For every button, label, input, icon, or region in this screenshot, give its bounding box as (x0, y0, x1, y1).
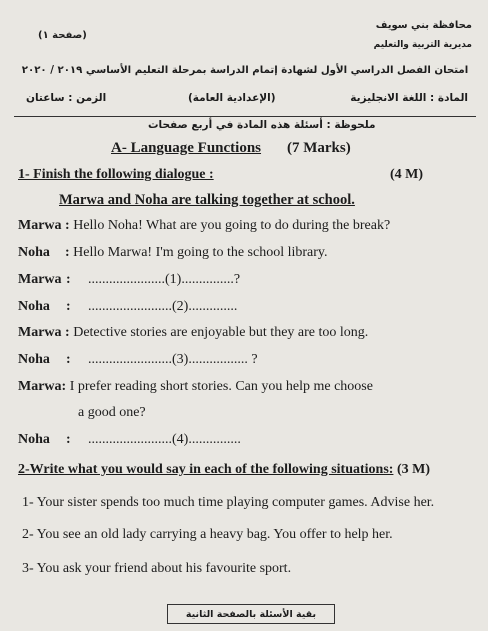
question2-label: 2-Write what you would say in each of the following situations: (18, 462, 394, 477)
dialogue-line-continuation (78, 405, 146, 421)
stage-label: (الإعدادية العامة) (188, 92, 276, 104)
situation-item: 1- Your sister spends too much time playing computer games. Advise her. (22, 495, 435, 510)
exam-title: امتحان الفصل الدراسي الأول لشهادة إتمام الدراسة بمرحلة التعليم الأساسي ٢٠١٩ / ٢٠٢٠ (21, 65, 469, 76)
speaker-separator: : (66, 432, 71, 447)
dialogue-line (18, 299, 237, 315)
dialogue-line (18, 352, 258, 368)
dialogue-text: a good one? (78, 405, 146, 420)
dialogue-line (18, 432, 241, 448)
question1-label: 1- Finish the following dialogue : (18, 167, 214, 182)
dialogue-context: Marwa and Noha are talking together at school. (59, 192, 355, 208)
speaker-separator: : (65, 245, 70, 260)
dialogue-text: Hello Marwa! I'm going to the school library. (73, 245, 328, 260)
speaker-name: Noha (18, 245, 50, 260)
speaker-name: Noha (18, 352, 50, 367)
speaker-name: Marwa (18, 325, 62, 340)
answer-blank-3: ........................(3)................. ? (88, 352, 258, 367)
question2-marks: (3 M) (396, 462, 430, 477)
speaker-separator: : (65, 325, 70, 340)
dialogue-line (18, 218, 390, 234)
dialogue-line (18, 325, 368, 341)
continuation-box (167, 604, 335, 624)
speaker-separator: : (66, 352, 71, 367)
situation-item: 2- You see an old lady carrying a heavy bag. You offer to help her. (22, 527, 393, 542)
speaker-separator: : (61, 379, 67, 394)
governorate-label: محافظة بني سويف (375, 20, 472, 31)
speaker-separator: : (66, 272, 71, 287)
dialogue-text: I prefer reading short stories. Can you help me choose (69, 379, 373, 394)
answer-blank-1: ......................(1)...............? (88, 272, 241, 287)
speaker-name: Marwa (18, 379, 62, 394)
speaker-name: Noha (18, 299, 50, 314)
speaker-name: Marwa (18, 218, 62, 233)
question1-marks: (4 M) (390, 167, 424, 182)
dialogue-text: Hello Noha! What are you going to do during the break? (73, 218, 391, 233)
dialogue-line (18, 245, 328, 261)
speaker-name: Marwa (18, 272, 62, 287)
header-divider (14, 116, 476, 117)
subject-label: المادة : اللغة الانجليزية (350, 92, 468, 104)
answer-blank-2: ........................(2).............. (88, 299, 238, 314)
speaker-separator: : (66, 299, 71, 314)
section-title: A- Language Functions (111, 140, 262, 156)
section-marks: (7 Marks) (287, 140, 351, 156)
dialogue-line (18, 272, 240, 288)
directorate-label: مديرية التربية والتعليم (373, 40, 472, 50)
continuation-note: بقية الأسئلة بالصفحة الثانية (185, 608, 317, 620)
speaker-name: Noha (18, 432, 50, 447)
answer-blank-4: ........................(4)............... (88, 432, 241, 447)
speaker-separator: : (65, 218, 70, 233)
page-number: (صفحة ١) (38, 30, 87, 41)
question2-heading (18, 462, 430, 478)
dialogue-line (18, 379, 373, 395)
pages-note: ملحوظة : أسئلة هذه المادة في أربع صفحات (148, 119, 376, 131)
situation-item: 3- You ask your friend about his favourite sport. (22, 561, 292, 576)
dialogue-text: Detective stories are enjoyable but they are too long. (73, 325, 369, 340)
time-label: الزمن : ساعتان (26, 92, 107, 104)
